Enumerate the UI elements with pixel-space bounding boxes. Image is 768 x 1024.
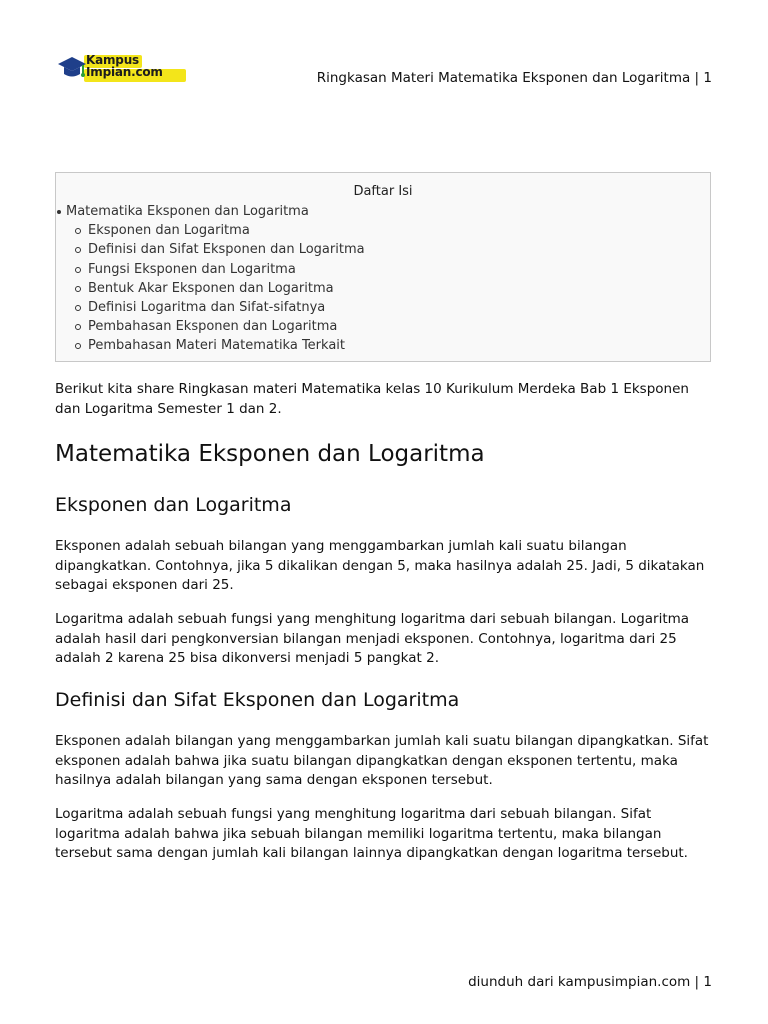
- table-of-contents: [55, 172, 711, 362]
- toc-link-fungsi[interactable]: Fungsi Eksponen dan Logaritma: [88, 261, 296, 277]
- toc-title: Daftar Isi: [353, 184, 413, 199]
- main-heading: Matematika Eksponen dan Logaritma: [55, 441, 485, 467]
- page-footer: diunduh dari kampusimpian.com | 1: [468, 974, 712, 990]
- page-header-title: Ringkasan Materi Matematika Eksponen dan Logaritma | 1: [316, 70, 712, 86]
- paragraph-sifat-eksponen: Eksponen adalah bilangan yang menggambarkan jumlah kali suatu bilangan dipangkatkan. Sifat eksponen adalah bahwa jika suatu bilangan dipangkatkan dengan eksponen tertentu, maka hasilnya adalah bilangan yang sama dengan eksponen tersebut.: [55, 733, 709, 788]
- toc-link-materi-terkait[interactable]: Pembahasan Materi Matematika Terkait: [88, 338, 346, 354]
- section-heading-eksponen-logaritma: Eksponen dan Logaritma: [55, 494, 292, 516]
- toc-sublist: [66, 221, 365, 355]
- toc-link-eksponen-logaritma[interactable]: Eksponen dan Logaritma: [88, 223, 250, 239]
- toc-list: [66, 202, 365, 356]
- toc-link-bentuk-akar[interactable]: Bentuk Akar Eksponen dan Logaritma: [88, 280, 334, 296]
- paragraph-sifat-logaritma: Logaritma adalah sebuah fungsi yang menghitung logaritma dari sebuah bilangan. Sifat logaritma adalah bahwa jika sebuah bilangan memiliki logaritma tertentu, maka bilangan tersebut sama dengan jumlah kali bilangan lainnya dipangkatkan dengan logaritma tersebut.: [55, 806, 688, 861]
- section-heading-definisi-sifat: Definisi dan Sifat Eksponen dan Logaritma: [55, 689, 460, 711]
- logo-text-impian: Impian.com: [86, 65, 163, 79]
- paragraph-logaritma: Logaritma adalah sebuah fungsi yang menghitung logaritma dari sebuah bilangan. Logaritma adalah hasil dari pengkonversian bilangan menjadi eksponen. Contohnya, logaritma dari 25 adalah 2 karena 25 bisa dikonversi menjadi 5 pangkat 2.: [55, 611, 690, 666]
- paragraph-eksponen: Eksponen adalah sebuah bilangan yang menggambarkan jumlah kali suatu bilangan dipangkatkan. Contohnya, jika 5 dikalikan dengan 5, maka hasilnya adalah 25. Jadi, 5 dikatakan sebagai eksponen dari 25.: [55, 538, 705, 593]
- toc-link-pembahasan[interactable]: Pembahasan Eksponen dan Logaritma: [88, 319, 338, 335]
- toc-link-main[interactable]: Matematika Eksponen dan Logaritma: [66, 204, 309, 219]
- site-logo[interactable]: [56, 52, 188, 86]
- toc-link-definisi-logaritma[interactable]: Definisi Logaritma dan Sifat-sifatnya: [88, 300, 326, 316]
- toc-link-definisi-sifat[interactable]: Definisi dan Sifat Eksponen dan Logaritma: [88, 242, 365, 258]
- logo-text-kampus: Kampus: [86, 53, 139, 67]
- intro-paragraph: Berikut kita share Ringkasan materi Matematika kelas 10 Kurikulum Merdeka Bab 1 Eksponen dan Logaritma Semester 1 dan 2.: [55, 381, 689, 417]
